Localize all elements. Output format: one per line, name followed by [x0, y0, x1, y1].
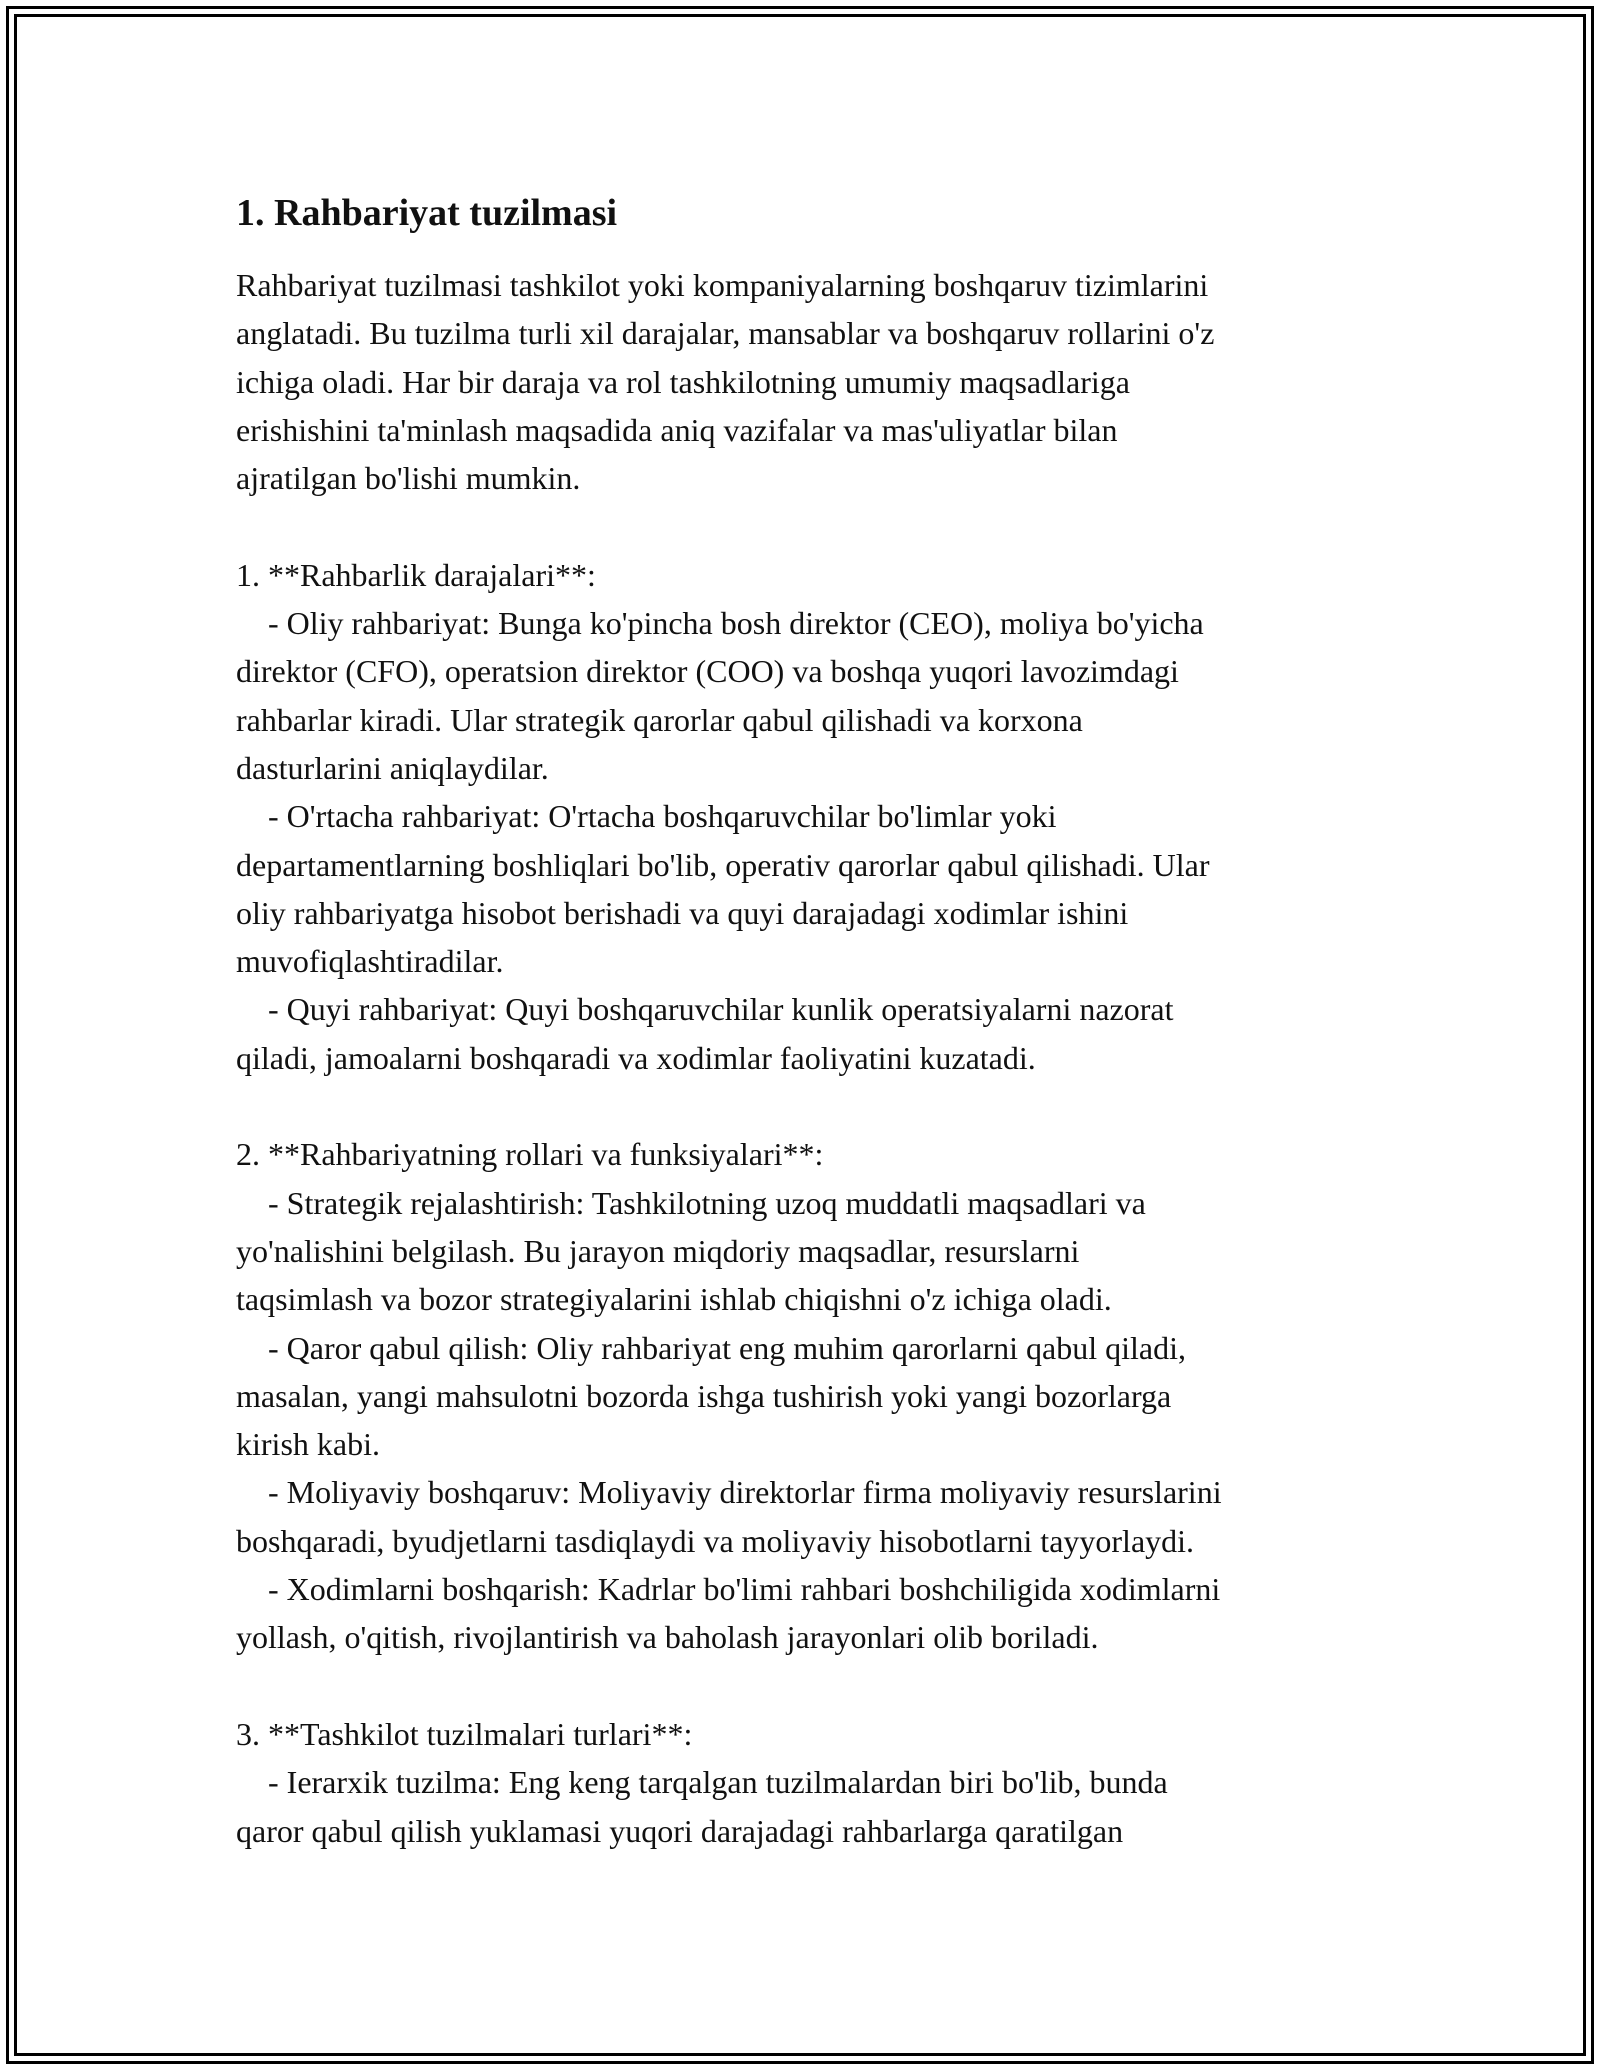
text-line: ajratilgan bo'lishi mumkin. [236, 460, 581, 497]
text-line: yo'nalishini belgilash. Bu jarayon miqdoriy maqsadlar, resurslarni [236, 1232, 1080, 1269]
text-line: yollash, o'qitish, rivojlantirish va baholash jarayonlari olib boriladi. [236, 1619, 1099, 1656]
text-line: direktor (CFO), operatsion direktor (COO) va boshqa yuqori lavozimdagi [236, 653, 1179, 690]
text-line: rahbarlar kiradi. Ular strategik qarorlar qabul qilishadi va korxona [236, 701, 1083, 738]
section-leadership-levels [236, 551, 1366, 1082]
text-line: Rahbariyat tuzilmasi tashkilot yoki kompaniyalarning boshqaruv tizimlarini [236, 267, 1209, 303]
text-line: muvofiqlashtiradilar. [236, 943, 504, 980]
text-line: taqsimlash va bozor strategiyalarini ishlab chiqishni o'z ichiga oladi. [236, 1281, 1112, 1318]
text-line: - Oliy rahbariyat: Bunga ko'pincha bosh direktor (CEO), moliya bo'yicha [236, 605, 1204, 642]
text-line: - Ierarxik tuzilma: Eng keng tarqalgan tuzilmalardan biri bo'lib, bunda [236, 1764, 1168, 1801]
section-roles-functions [236, 1130, 1366, 1661]
text-line: qaror qabul qilish yuklamasi yuqori darajadagi rahbarlarga qaratilgan [236, 1812, 1124, 1849]
text-line: 3. **Tashkilot tuzilmalari turlari**: [236, 1715, 693, 1752]
text-line: oliy rahbariyatga hisobot berishadi va quyi darajadagi xodimlar ishini [236, 894, 1129, 931]
section-structure-types [236, 1710, 1366, 1855]
intro-paragraph [236, 261, 1366, 502]
text-line: erishishini ta'minlash maqsadida aniq vazifalar va mas'uliyatlar bilan [236, 411, 1118, 448]
text-line: - O'rtacha rahbariyat: O'rtacha boshqaruvchilar bo'limlar yoki [236, 798, 1057, 835]
text-line: masalan, yangi mahsulotni bozorda ishga tushirish yoki yangi bozorlarga [236, 1377, 1172, 1414]
text-line: - Moliyaviy boshqaruv: Moliyaviy direktorlar firma moliyaviy resurslarini [236, 1474, 1222, 1511]
text-line: dasturlarini aniqlaydilar. [236, 749, 549, 786]
text-line: - Qaror qabul qilish: Oliy rahbariyat eng muhim qarorlarni qabul qiladi, [236, 1329, 1186, 1366]
text-line: kirish kabi. [236, 1426, 380, 1463]
paragraph-gap [236, 1662, 1366, 1710]
paragraph-gap [236, 1082, 1366, 1130]
text-line: 1. **Rahbarlik darajalari**: [236, 556, 596, 593]
text-line: 2. **Rahbariyatning rollari va funksiyalari**: [236, 1136, 824, 1173]
text-line: boshqaradi, byudjetlarni tasdiqlaydi va moliyaviy hisobotlarni tayyorlaydi. [236, 1522, 1195, 1559]
text-line: qiladi, jamoalarni boshqaradi va xodimlar faoliyatini kuzatadi. [236, 1039, 1036, 1076]
document-heading: 1. Rahbariyat tuzilmasi [236, 192, 618, 234]
text-line: anglatadi. Bu tuzilma turli xil darajalar, mansablar va boshqaruv rollarini o'z [236, 315, 1215, 352]
paragraph-gap [236, 502, 1366, 550]
text-line: departamentlarning boshliqlari bo'lib, operativ qarorlar qabul qilishadi. Ular [236, 846, 1210, 883]
text-line: - Strategik rejalashtirish: Tashkilotning uzoq muddatli maqsadlari va [236, 1184, 1146, 1221]
text-line: ichiga oladi. Har bir daraja va rol tashkilotning umumiy maqsadlariga [236, 363, 1130, 400]
text-line: - Quyi rahbariyat: Quyi boshqaruvchilar kunlik operatsiyalarni nazorat [236, 991, 1174, 1028]
text-line: - Xodimlarni boshqarish: Kadrlar bo'limi rahbari boshchiligida xodimlarni [236, 1571, 1221, 1608]
document-body [236, 185, 1366, 1855]
